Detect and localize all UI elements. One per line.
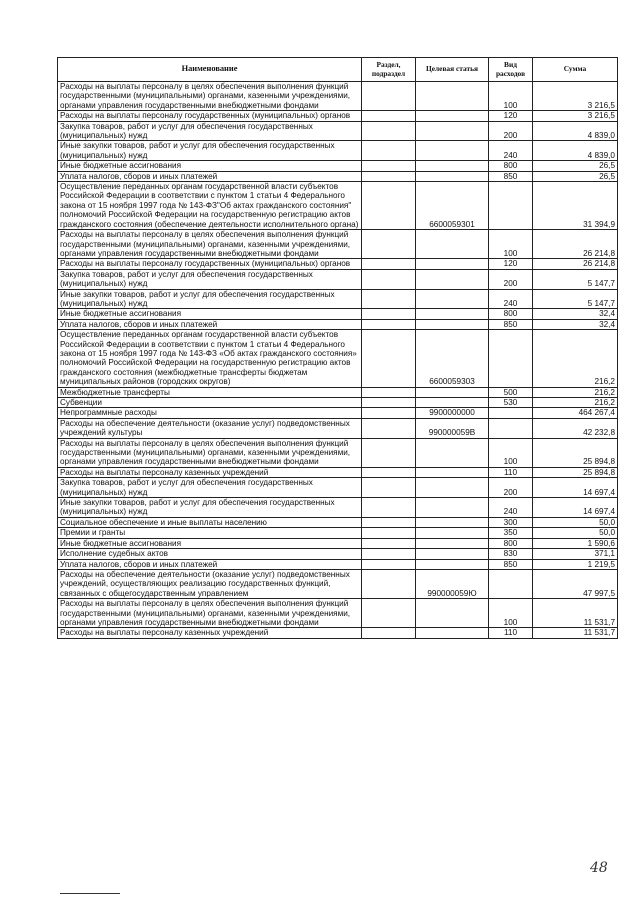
cell-name: Уплата налогов, сборов и иных платежей — [58, 319, 362, 329]
cell-name: Осуществление переданных органам государственной власти субъектов Российской Федерации в соответствии с пунктом 1 статьи 4 Федерального закона от 15 ноября 1997 года № 143-ФЗ"Об актах гражданского состояния" полномочий Российской Федерации на государственную регистрацию актов гражданского состояния (обеспечение деятельности исполнительного органа) — [58, 182, 362, 230]
cell-section — [362, 161, 416, 171]
table-row — [58, 319, 618, 329]
table-row — [58, 538, 618, 548]
cell-type: 120 — [489, 259, 533, 269]
cell-section — [362, 259, 416, 269]
cell-target: 9900000000 — [416, 408, 489, 418]
cell-section — [362, 517, 416, 527]
cell-section — [362, 599, 416, 628]
table-row — [58, 599, 618, 628]
cell-sum: 4 839,0 — [533, 121, 618, 141]
cell-sum: 26 214,8 — [533, 259, 618, 269]
cell-type — [489, 569, 533, 598]
cell-target — [416, 398, 489, 408]
cell-target — [416, 528, 489, 538]
cell-type: 100 — [489, 82, 533, 111]
cell-target — [416, 141, 489, 161]
cell-target — [416, 259, 489, 269]
cell-name: Закупка товаров, работ и услуг для обеспечения государственных (муниципальных) нужд — [58, 121, 362, 141]
cell-name: Закупка товаров, работ и услуг для обеспечения государственных (муниципальных) нужд — [58, 269, 362, 289]
cell-type: 200 — [489, 121, 533, 141]
cell-section — [362, 408, 416, 418]
table-row — [58, 330, 618, 387]
cell-target — [416, 230, 489, 259]
cell-type — [489, 330, 533, 387]
table-row — [58, 569, 618, 598]
table-row — [58, 549, 618, 559]
cell-name: Расходы на выплаты персоналу государственных (муниципальных) органов — [58, 259, 362, 269]
cell-target — [416, 438, 489, 467]
header-name: Наименование — [58, 58, 362, 82]
table-row — [58, 141, 618, 161]
table-body — [58, 82, 618, 639]
cell-type: 800 — [489, 161, 533, 171]
cell-type — [489, 182, 533, 230]
cell-type: 110 — [489, 628, 533, 638]
cell-sum: 26,5 — [533, 161, 618, 171]
cell-sum: 5 147,7 — [533, 289, 618, 309]
cell-sum: 50,0 — [533, 528, 618, 538]
cell-section — [362, 82, 416, 111]
cell-target — [416, 269, 489, 289]
cell-target — [416, 559, 489, 569]
cell-name: Социальное обеспечение и иные выплаты населению — [58, 517, 362, 527]
table-row — [58, 559, 618, 569]
cell-type: 240 — [489, 141, 533, 161]
cell-name: Расходы на выплаты персоналу государственных (муниципальных) органов — [58, 111, 362, 121]
cell-type: 200 — [489, 269, 533, 289]
cell-target — [416, 289, 489, 309]
cell-sum: 1 590,6 — [533, 538, 618, 548]
cell-sum: 32,4 — [533, 309, 618, 319]
cell-name: Расходы на выплаты персоналу в целях обеспечения выполнения функций государственными (муниципальными) органами, казенными учреждениями, органами управления государственными внебюджетными фондами — [58, 599, 362, 628]
cell-target — [416, 628, 489, 638]
table-row — [58, 418, 618, 438]
cell-name: Расходы на выплаты персоналу в целях обеспечения выполнения функций государственными (муниципальными) органами, казенными учреждениями, органами управления государственными внебюджетными фондами — [58, 230, 362, 259]
cell-section — [362, 182, 416, 230]
cell-sum: 4 839,0 — [533, 141, 618, 161]
cell-name: Осуществление переданных органам государственной власти субъектов Российской Федерации в соответствии с пунктом 1 статьи 4 Федерального закона от 15 ноября 1997 года № 143-ФЗ «Об актах гражданского состояния» полномочий Российской Федерации на государственную регистрацию актов гражданского состояния (межбюджетные трансферты бюджетам муниципальных районов (городских округов) — [58, 330, 362, 387]
cell-sum: 464 267,4 — [533, 408, 618, 418]
cell-sum: 371,1 — [533, 549, 618, 559]
cell-section — [362, 628, 416, 638]
cell-name: Иные бюджетные ассигнования — [58, 309, 362, 319]
cell-type: 850 — [489, 319, 533, 329]
cell-section — [362, 121, 416, 141]
table-row — [58, 161, 618, 171]
cell-sum: 3 216,5 — [533, 82, 618, 111]
cell-sum: 3 216,5 — [533, 111, 618, 121]
cell-name: Расходы на обеспечение деятельности (оказание услуг) подведомственных учреждений культуры — [58, 418, 362, 438]
cell-target — [416, 111, 489, 121]
cell-sum: 216,2 — [533, 387, 618, 397]
cell-target — [416, 478, 489, 498]
cell-name: Закупка товаров, работ и услуг для обеспечения государственных (муниципальных) нужд — [58, 478, 362, 498]
cell-sum: 26,5 — [533, 171, 618, 181]
cell-target — [416, 161, 489, 171]
cell-section — [362, 528, 416, 538]
table-row — [58, 467, 618, 477]
cell-section — [362, 387, 416, 397]
cell-name: Субвенции — [58, 398, 362, 408]
cell-sum: 32,4 — [533, 319, 618, 329]
table-row — [58, 121, 618, 141]
table-row — [58, 628, 618, 638]
cell-name: Премии и гранты — [58, 528, 362, 538]
cell-section — [362, 538, 416, 548]
cell-name: Иные закупки товаров, работ и услуг для обеспечения государственных (муниципальных) нужд — [58, 498, 362, 518]
table-row — [58, 478, 618, 498]
cell-section — [362, 549, 416, 559]
cell-section — [362, 289, 416, 309]
cell-sum: 1 219,5 — [533, 559, 618, 569]
cell-target — [416, 549, 489, 559]
table-row — [58, 82, 618, 111]
cell-section — [362, 559, 416, 569]
cell-section — [362, 467, 416, 477]
cell-target — [416, 309, 489, 319]
cell-section — [362, 418, 416, 438]
cell-type — [489, 418, 533, 438]
cell-section — [362, 230, 416, 259]
cell-type: 500 — [489, 387, 533, 397]
footnote-divider — [60, 893, 120, 894]
cell-type: 350 — [489, 528, 533, 538]
cell-type: 800 — [489, 538, 533, 548]
cell-type: 850 — [489, 171, 533, 181]
cell-section — [362, 398, 416, 408]
cell-target — [416, 82, 489, 111]
cell-target — [416, 387, 489, 397]
cell-sum: 47 997,5 — [533, 569, 618, 598]
cell-name: Непрограммные расходы — [58, 408, 362, 418]
cell-target — [416, 171, 489, 181]
cell-target — [416, 467, 489, 477]
cell-type: 100 — [489, 230, 533, 259]
table-row — [58, 111, 618, 121]
cell-target — [416, 319, 489, 329]
cell-type — [489, 408, 533, 418]
header-section: Раздел, подраздел — [362, 58, 416, 82]
cell-name: Уплата налогов, сборов и иных платежей — [58, 559, 362, 569]
table-row — [58, 171, 618, 181]
cell-name: Расходы на выплаты персоналу в целях обеспечения выполнения функций государственными (муниципальными) органами, казенными учреждениями, органами управления государственными внебюджетными фондами — [58, 438, 362, 467]
header-sum: Сумма — [533, 58, 618, 82]
cell-name: Иные бюджетные ассигнования — [58, 161, 362, 171]
cell-section — [362, 171, 416, 181]
cell-name: Межбюджетные трансферты — [58, 387, 362, 397]
cell-name: Расходы на выплаты персоналу казенных учреждений — [58, 628, 362, 638]
cell-section — [362, 319, 416, 329]
header-target: Целевая статья — [416, 58, 489, 82]
cell-type: 300 — [489, 517, 533, 527]
table-row — [58, 498, 618, 518]
cell-type: 830 — [489, 549, 533, 559]
cell-type: 240 — [489, 498, 533, 518]
cell-sum: 25 894,8 — [533, 467, 618, 477]
cell-name: Расходы на выплаты персоналу в целях обеспечения выполнения функций государственными (муниципальными) органами, казенными учреждениями, органами управления государственными внебюджетными фондами — [58, 82, 362, 111]
page-number: 48 — [590, 860, 608, 876]
cell-sum: 216,2 — [533, 330, 618, 387]
cell-section — [362, 141, 416, 161]
table-row — [58, 438, 618, 467]
cell-sum: 11 531,7 — [533, 628, 618, 638]
cell-sum: 14 697,4 — [533, 498, 618, 518]
cell-target: 6600059301 — [416, 182, 489, 230]
cell-sum: 14 697,4 — [533, 478, 618, 498]
table-row — [58, 528, 618, 538]
cell-sum: 11 531,7 — [533, 599, 618, 628]
cell-type: 850 — [489, 559, 533, 569]
cell-target — [416, 121, 489, 141]
cell-target — [416, 498, 489, 518]
table-row — [58, 517, 618, 527]
table-row — [58, 182, 618, 230]
header-type: Вид расходов — [489, 58, 533, 82]
cell-target — [416, 517, 489, 527]
cell-name: Иные бюджетные ассигнования — [58, 538, 362, 548]
cell-name: Расходы на выплаты персоналу казенных учреждений — [58, 467, 362, 477]
cell-section — [362, 330, 416, 387]
table-row — [58, 408, 618, 418]
cell-section — [362, 569, 416, 598]
cell-type: 100 — [489, 438, 533, 467]
cell-sum: 31 394,9 — [533, 182, 618, 230]
table-row — [58, 289, 618, 309]
cell-section — [362, 111, 416, 121]
cell-target — [416, 599, 489, 628]
cell-target: 990000059Ю — [416, 569, 489, 598]
cell-sum: 216,2 — [533, 398, 618, 408]
cell-type: 120 — [489, 111, 533, 121]
cell-sum: 25 894,8 — [533, 438, 618, 467]
cell-name: Уплата налогов, сборов и иных платежей — [58, 171, 362, 181]
cell-section — [362, 269, 416, 289]
cell-section — [362, 438, 416, 467]
cell-name: Иные закупки товаров, работ и услуг для обеспечения государственных (муниципальных) нужд — [58, 289, 362, 309]
cell-name: Исполнение судебных актов — [58, 549, 362, 559]
cell-sum: 50,0 — [533, 517, 618, 527]
table-row — [58, 398, 618, 408]
table-header-row — [58, 58, 618, 82]
cell-type: 110 — [489, 467, 533, 477]
table-row — [58, 259, 618, 269]
cell-sum: 42 232,8 — [533, 418, 618, 438]
cell-section — [362, 498, 416, 518]
cell-target: 6600059303 — [416, 330, 489, 387]
cell-type: 240 — [489, 289, 533, 309]
cell-name: Иные закупки товаров, работ и услуг для обеспечения государственных (муниципальных) нужд — [58, 141, 362, 161]
table-row — [58, 387, 618, 397]
cell-type: 530 — [489, 398, 533, 408]
table-row — [58, 230, 618, 259]
cell-type: 800 — [489, 309, 533, 319]
cell-target — [416, 538, 489, 548]
cell-sum: 5 147,7 — [533, 269, 618, 289]
table-row — [58, 269, 618, 289]
table-row — [58, 309, 618, 319]
cell-section — [362, 309, 416, 319]
cell-target: 990000059В — [416, 418, 489, 438]
budget-table — [57, 57, 618, 639]
cell-type: 100 — [489, 599, 533, 628]
cell-sum: 26 214,8 — [533, 230, 618, 259]
cell-section — [362, 478, 416, 498]
cell-type: 200 — [489, 478, 533, 498]
cell-name: Расходы на обеспечение деятельности (оказание услуг) подведомственных учреждений, осуществляющих реализацию государственных функций, связанных с общегосударственным управлением — [58, 569, 362, 598]
